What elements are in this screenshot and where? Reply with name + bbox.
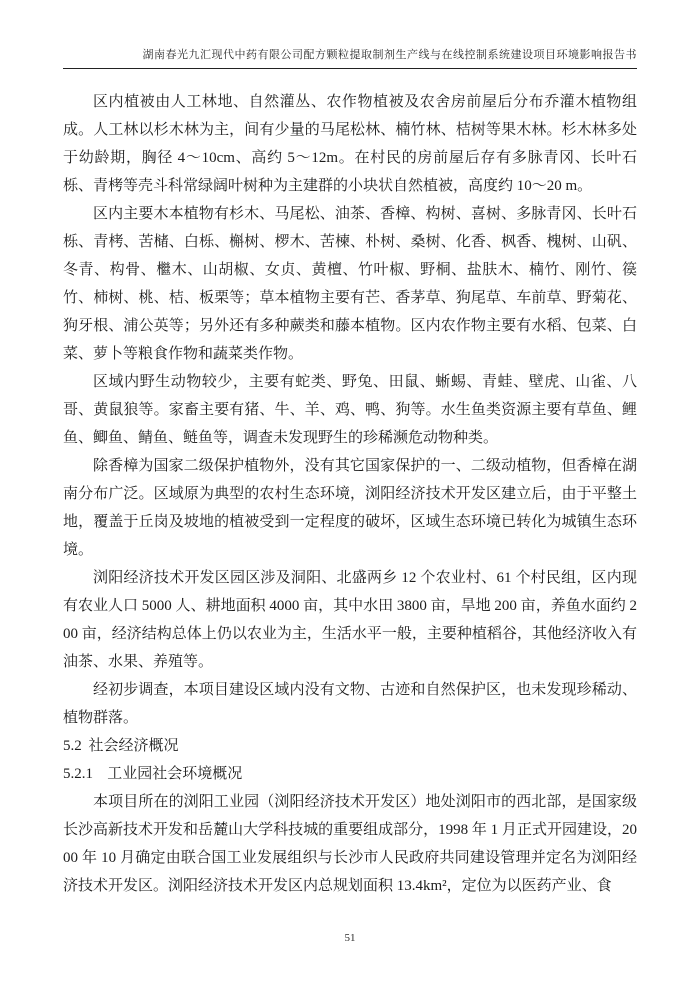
section-title: 社会经济概况 — [88, 738, 179, 754]
paragraph-agriculture: 浏阳经济技术开发区园区涉及洞阳、北盛两乡 12 个农业村、61 个村民组，区内现有农业人口 5000 人、耕地面积 4000 亩，其中水田 3800 亩，旱地 200 亩，养鱼水面约 200 亩，经济结构总体上仍以农业为主，生活水平一般，主要种植稻谷，其他经济收入有油茶、水果、养殖等。 — [63, 570, 637, 670]
paragraph-flora: 区内主要木本植物有杉木、马尾松、油茶、香樟、构树、喜树、多脉青冈、长叶石栎、青栲、苦槠、白栎、槲树、椤木、苦楝、朴树、桑树、化香、枫香、槐树、山矾、冬青、构骨、檵木、山胡椒、女贞、黄檀、竹叶椒、野桐、盐肤木、楠竹、刚竹、篌竹、柿树、桃、桔、板栗等；草本植物主要有芒、香茅草、狗尾草、车前草、野菊花、狗牙根、浦公英等；另外还有多种蕨类和藤本植物。区内农作物主要有水稻、包菜、白菜、萝卜等粮食作物和蔬菜类作物。 — [63, 206, 637, 362]
report-header-title: 湖南春光九汇现代中药有限公司配方颗粒提取制剂生产线与在线控制系统建设项目环境影响报告书 — [142, 49, 637, 61]
page-number: 51 — [344, 932, 356, 944]
subsection-number: 5.2.1 — [63, 766, 93, 782]
page-header — [63, 0, 637, 69]
paragraph-protection: 除香樟为国家二级保护植物外，没有其它国家保护的一、二级动植物，但香樟在湖南分布广泛。区域原为典型的农村生态环境，浏阳经济技术开发区建立后，由于平整土地，覆盖于丘岗及坡地的植被受到一定程度的破坏，区域生态环境已转化为城镇生态环境。 — [63, 458, 637, 558]
document-body — [63, 88, 637, 900]
subsection-title: 工业园社会环境概况 — [107, 766, 243, 782]
paragraph-fauna: 区域内野生动物较少，主要有蛇类、野兔、田鼠、蜥蜴、青蛙、壁虎、山雀、八哥、黄鼠狼等。家畜主要有猪、牛、羊、鸡、鸭、狗等。水生鱼类资源主要有草鱼、鲤鱼、鲫鱼、鲭鱼、鲢鱼等，调查未发现野生的珍稀濒危动物种类。 — [63, 374, 637, 446]
section-heading-industrial-park — [63, 760, 637, 788]
page-footer — [0, 931, 700, 945]
paragraph-industrial-park: 本项目所在的浏阳工业园（浏阳经济技术开发区）地处浏阳市的西北部，是国家级长沙高新技术开发和岳麓山大学科技城的重要组成部分，1998 年 1 月正式开园建设，2000 年 10 月确定由联合国工业发展组织与长沙市人民政府共同建设管理并定名为浏阳经济技术开发区。浏阳经济技术开发区内总规划面积 13.4km²，定位为以医药产业、食 — [63, 794, 637, 894]
paragraph-vegetation: 区内植被由人工林地、自然灌丛、农作物植被及农舍房前屋后分布乔灌木植物组成。人工林以杉木林为主，间有少量的马尾松林、楠竹林、桔树等果木林。杉木林多处于幼龄期，胸径 4～10cm、高约 5～12m。在村民的房前屋后存有多脉青冈、长叶石栎、青栲等壳斗科常绿阔叶树种为主建群的小块状自然植被，高度约 10～20 m。 — [63, 94, 637, 194]
section-heading-social-economy — [63, 732, 637, 760]
paragraph-relics: 经初步调查，本项目建设区域内没有文物、古迹和自然保护区，也未发现珍稀动、植物群落。 — [63, 682, 637, 726]
section-number: 5.2 — [63, 738, 82, 754]
header-divider — [63, 68, 637, 69]
